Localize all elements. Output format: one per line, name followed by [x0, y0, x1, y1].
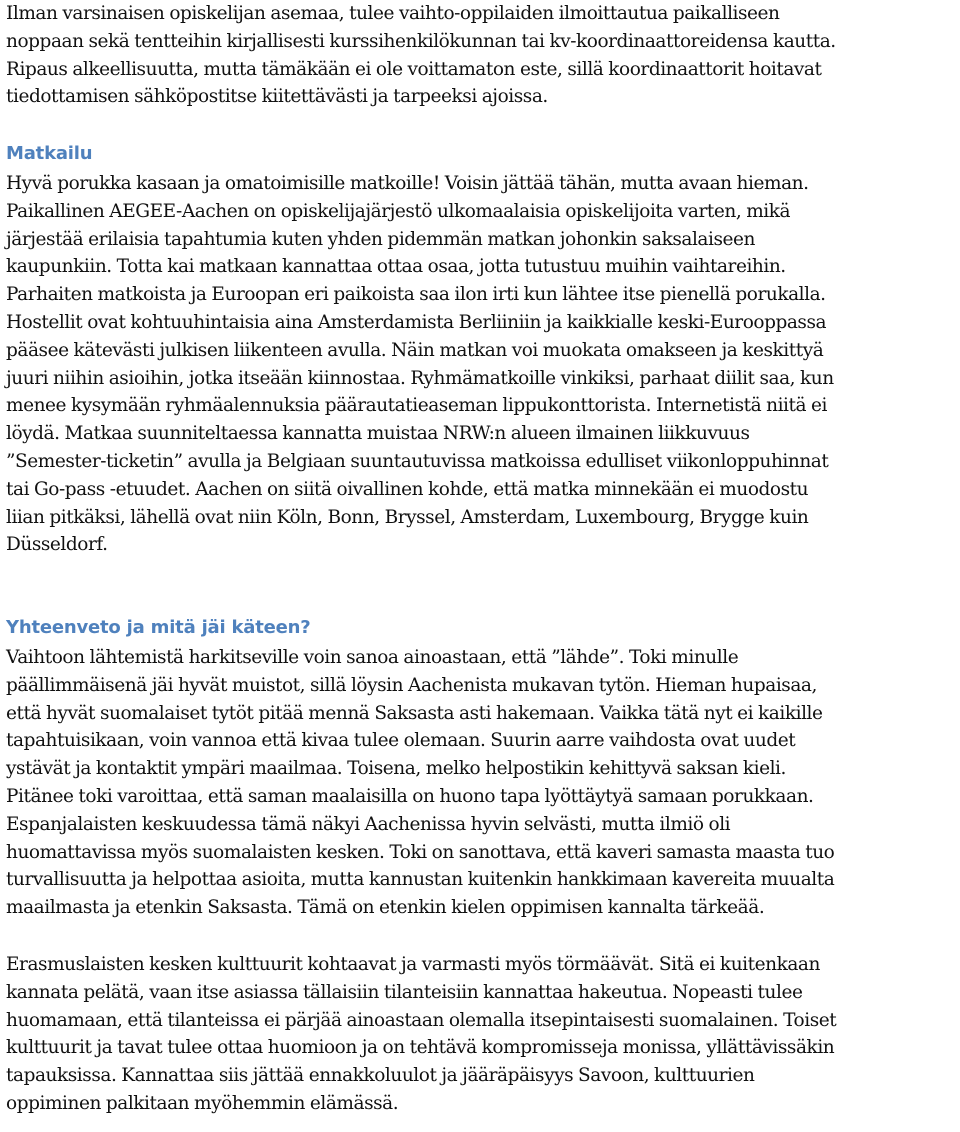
paragraph-line: Ilman varsinaisen opiskelijan asemaa, tulee vaihto-oppilaiden ilmoittautua paikalliseen [6, 3, 780, 24]
paragraph-line: pääsee kätevästi julkisen liikenteen avulla. Näin matkan voi muokata omakseen ja keskittyä [6, 339, 824, 361]
paragraph-line: ystävät ja kontaktit ympäri maailmaa. Toisena, melko helpostikin kehittyvä saksan kieli. [6, 758, 786, 780]
paragraph-line: Ripaus alkeellisuutta, mutta tämäkään ei ole voittamaton este, sillä koordinaattorit hoitavat [6, 58, 822, 80]
paragraph-line: liian pitkäksi, lähellä ovat niin Köln, Bonn, Bryssel, Amsterdam, Luxembourg, Brygge kuin [6, 506, 809, 528]
paragraph-line: menee kysymään ryhmäalennuksia päärautatieaseman lippukonttorista. Internetistä niitä ei [6, 395, 827, 417]
paragraph-line: kaupunkiin. Totta kai matkaan kannattaa ottaa osaa, jotta tutustuu muihin vaihtareihin. [6, 256, 786, 278]
paragraph-line: huomattavissa myös suomalaisten kesken. Toki on sanottava, että kaveri samasta maasta tuo [6, 841, 835, 863]
paragraph-line: Espanjalaisten keskuudessa tämä näkyi Aachenissa hyvin selvästi, mutta ilmiö oli [6, 813, 731, 835]
paragraph-line: tapahtuisikaan, voin vannoa että kivaa tulee olemaan. Suurin aarre vaihdosta ovat uudet [6, 730, 796, 752]
paragraph-line: ”Semester-ticketin” avulla ja Belgiaan suuntautuvissa matkoissa edulliset viikonloppuhinnat [6, 450, 829, 472]
paragraph-line: löydä. Matkaa suunniteltaessa kannatta muistaa NRW:n alueen ilmainen liikkuvuus [6, 423, 750, 445]
intro-paragraph [6, 0, 956, 111]
paragraph-line: Vaihtoon lähtemistä harkitseville voin sanoa ainoastaan, että ”lähde”. Toki minulle [6, 646, 739, 668]
paragraph-line: tapauksissa. Kannattaa siis jättää ennakkoluulot ja jääräpäisyys Savoon, kulttuurien [6, 1065, 755, 1087]
paragraph-line: noppaan sekä tentteihin kirjallisesti kurssihenkilökunnan tai kv-koordinaattoreidensa kautta. [6, 30, 836, 52]
paragraph-line: että hyvät suomalaiset tytöt pitää mennä Saksasta asti hakemaan. Vaikka tätä nyt ei kaikille [6, 702, 823, 724]
paragraph-line: huomamaan, että tilanteissa ei pärjää ainoastaan olemalla itsepintaisesti suomalainen. Toiset [6, 1009, 837, 1031]
paragraph-line: tiedottamisen sähköpostitse kiitettävästi ja tarpeeksi ajoissa. [6, 86, 548, 108]
paragraph-line: turvallisuutta ja helpottaa asioita, mutta kannustan kuitenkin hankkimaan kavereita muualta [6, 869, 835, 891]
paragraph-line: Hyvä porukka kasaan ja omatoimisille matkoille! Voisin jättää tähän, mutta avaan hieman. [6, 172, 809, 194]
paragraph-line: Düsseldorf. [6, 534, 108, 556]
travel-heading: Matkailu [6, 143, 93, 165]
culture-paragraph [6, 951, 956, 1118]
paragraph-line: Hostellit ovat kohtuuhintaisia aina Amsterdamista Berliiniin ja kaikkialle keski-Eurooppassa [6, 311, 827, 333]
paragraph-line: Erasmuslaisten kesken kulttuurit kohtaavat ja varmasti myös törmäävät. Sitä ei kuitenkaan [6, 953, 820, 975]
paragraph-line: juuri niihin asioihin, jotka itseään kiinnostaa. Ryhmämatkoille vinkiksi, parhaat diilit saa, kun [6, 367, 834, 389]
paragraph-line: kulttuurit ja tavat tulee ottaa huomioon ja on tehtävä kompromisseja monissa, yllättävissäkin [6, 1037, 835, 1059]
travel-paragraph [6, 170, 956, 559]
document-page [6, 0, 956, 1118]
paragraph-line: päällimmäisenä jäi hyvät muistot, sillä löysin Aachenista mukavan tytön. Hieman hupaisaa, [6, 674, 817, 696]
paragraph-line: Pitänee toki varoittaa, että saman maalaisilla on huono tapa lyöttäytyä samaan porukkaan. [6, 785, 814, 807]
paragraph-line: Paikallinen AEGEE-Aachen on opiskelijajärjestö ulkomaalaisia opiskelijoita varten, mikä [6, 200, 791, 222]
paragraph-line: tai Go-pass -etuudet. Aachen on siitä oivallinen kohde, että matka minnekään ei muodostu [6, 478, 809, 500]
summary-heading: Yhteenveto ja mitä jäi käteen? [6, 617, 311, 639]
summary-paragraph [6, 644, 956, 922]
paragraph-line: maailmasta ja etenkin Saksasta. Tämä on etenkin kielen oppimisen kannalta tärkeää. [6, 897, 765, 919]
paragraph-line: oppiminen palkitaan myöhemmin elämässä. [6, 1092, 399, 1114]
paragraph-line: kannata pelätä, vaan itse asiassa tällaisiin tilanteisiin kannattaa hakeutua. Nopeasti tulee [6, 981, 803, 1003]
paragraph-line: Parhaiten matkoista ja Euroopan eri paikoista saa ilon irti kun lähtee itse pienellä porukalla. [6, 284, 826, 306]
paragraph-line: järjestää erilaisia tapahtumia kuten yhden pidemmän matkan johonkin saksalaiseen [6, 228, 755, 250]
